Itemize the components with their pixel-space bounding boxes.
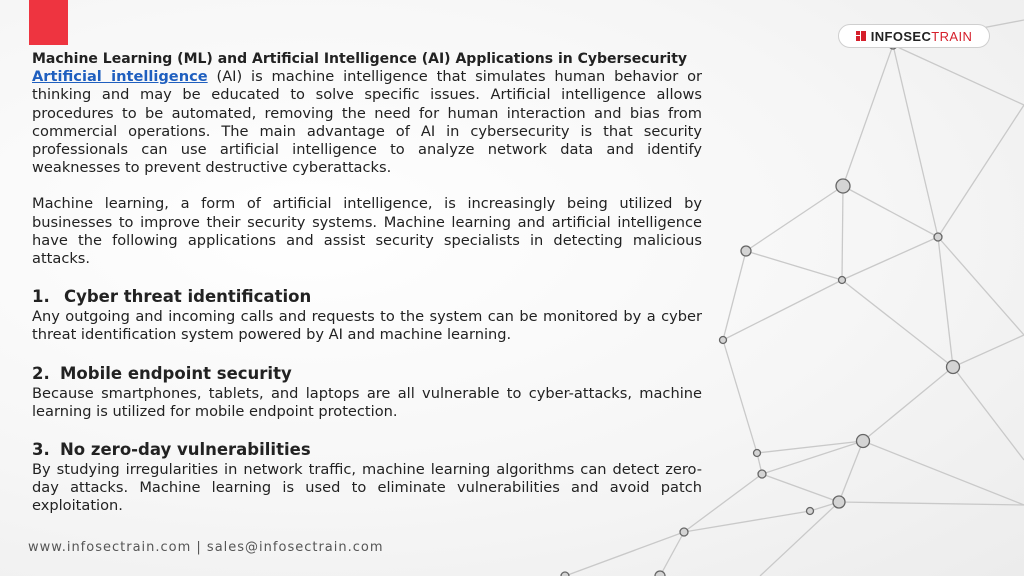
infosectrain-logo[interactable]	[838, 24, 990, 48]
logo-text-infosec: INFOSEC	[870, 28, 932, 44]
section-3-body: By studying irregularities in network traffic, machine learning algorithms can detect zero-day attacks. Machine learning is used to eliminate vulnerabilities and avoid patch exploitation.	[32, 461, 702, 515]
section-2-title: Mobile endpoint security	[60, 363, 292, 383]
section-2-number: 2.	[32, 363, 50, 383]
logo-mark-icon	[856, 31, 866, 41]
section-3-heading	[32, 439, 702, 461]
document-content	[32, 50, 702, 516]
ml-paragraph: Machine learning, a form of artificial intelligence, is increasingly being utilized by businesses to improve their security systems. Machine learning and artificial intelligence have the following applications and assist security specialists in detecting malicious attacks.	[32, 195, 702, 268]
document-title: Machine Learning (ML) and Artificial Intelligence (AI) Applications in Cybersecurity	[32, 51, 688, 67]
section-3-title: No zero-day vulnerabilities	[60, 440, 311, 460]
section-1-body: Any outgoing and incoming calls and requests to the system can be monitored by a cyber threat identification system powered by AI and machine learning.	[32, 308, 702, 344]
intro-paragraph	[32, 68, 702, 177]
section-1-heading	[32, 286, 702, 308]
section-2-body: Because smartphones, tablets, and laptops are all vulnerable to cyber-attacks, machine learning is utilized for mobile endpoint protection.	[32, 384, 702, 420]
artificial-intelligence-link[interactable]: Artificial intelligence	[32, 68, 208, 86]
section-1-number: 1.	[32, 287, 50, 307]
section-2-heading	[32, 363, 702, 385]
intro-text: (AI) is machine intelligence that simulates human behavior or thinking and may be educated to solve specific issues. Artificial intelligence allows procedures to be automated, removing the need for human interaction and bias from commercial operations. The main advantage of AI in cybersecurity is that security professionals can use artificial intelligence to analyze network data and identify weaknesses to prevent destructive cyberattacks.	[32, 68, 702, 177]
section-3-number: 3.	[32, 440, 50, 460]
logo-text-train: TRAIN	[931, 28, 973, 44]
section-1-title: Cyber threat identification	[64, 287, 312, 307]
footer-contact: www.infosectrain.com | sales@infosectrain.com	[28, 540, 384, 555]
